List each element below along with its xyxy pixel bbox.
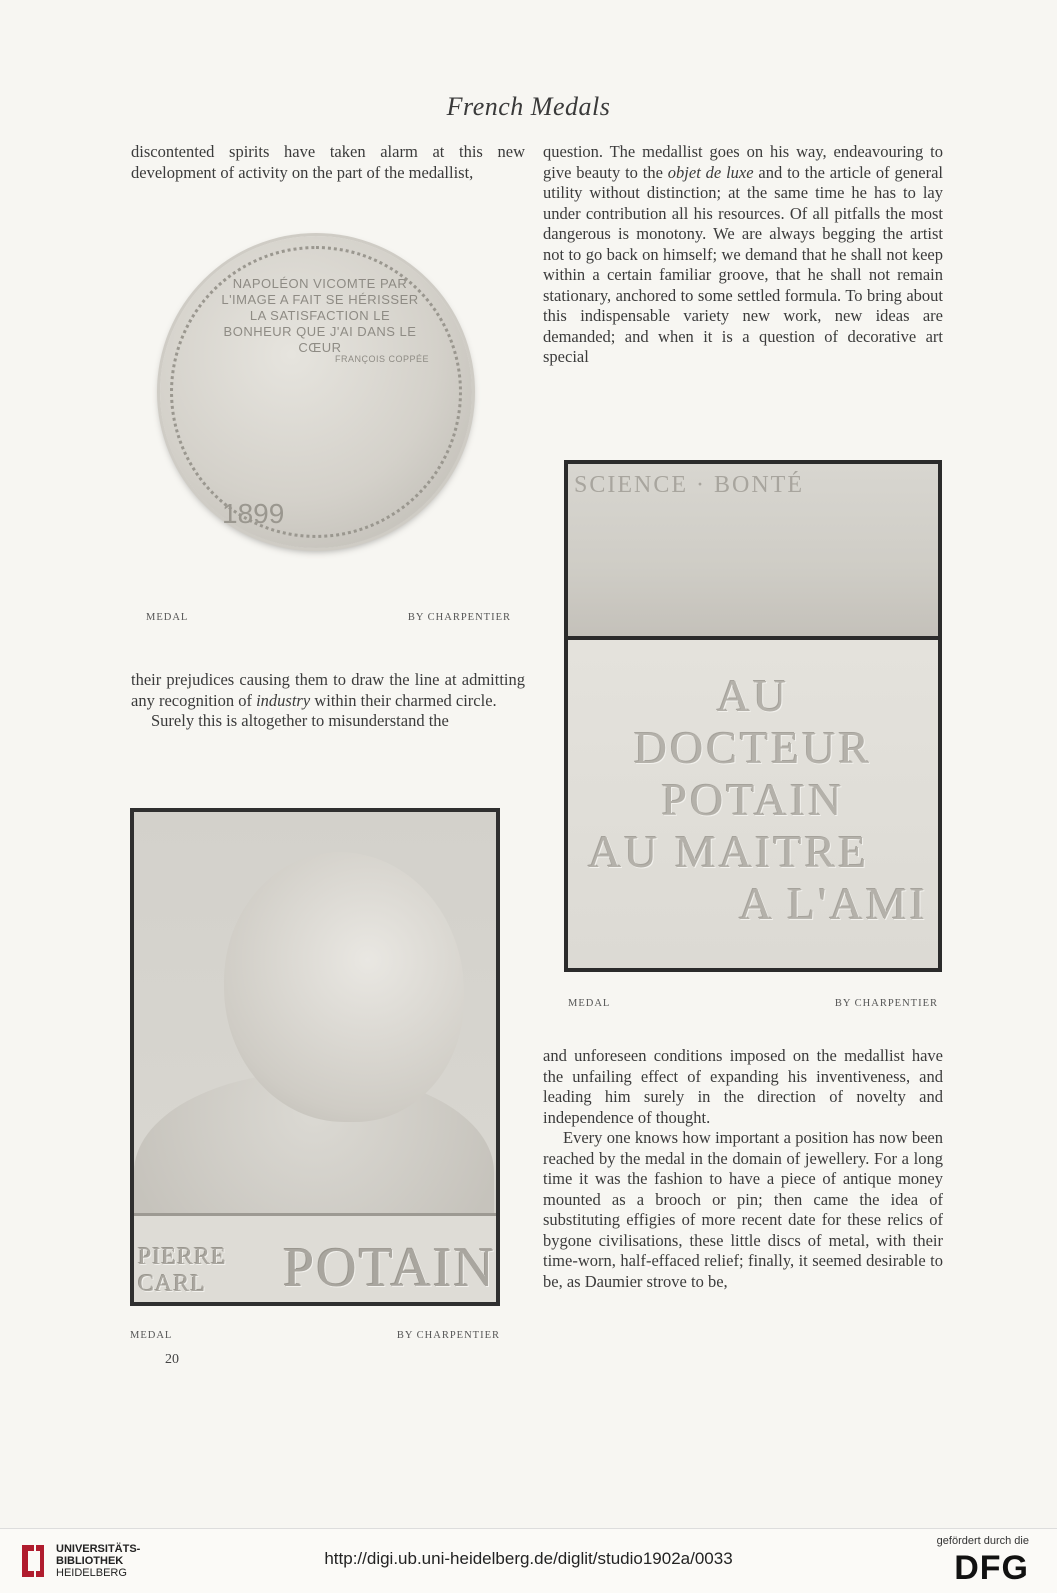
text-run: within their charmed circle. [310, 690, 497, 710]
coin-caption [146, 612, 511, 623]
portrait-caption [130, 1330, 500, 1341]
portrait-medal-image [130, 808, 500, 1306]
paragraph: discontented spirits have taken alarm at this new development of activity on the part of the medallist, [131, 142, 525, 182]
portrait-name-small: PIERRE CARL [138, 1244, 227, 1297]
paragraph: Every one knows how important a position has now been reached by the medal in the domain of jewellery. For a long time it was the fashion to have a piece of antique money mounted as a brooch or pin; then came the idea of substituting effigies of more recent date for these relics of bygone civilisations, these little discs of metal, with their time-worn, half-effaced relief; finally, it seemed desirable to be, as Daumier strove to be, [543, 1128, 943, 1291]
plaque-line: DOCTEUR [633, 722, 873, 773]
library-line: UNIVERSITÄTS- [56, 1543, 141, 1555]
plaque-caption [568, 998, 938, 1009]
coin-year: 1899 [222, 498, 285, 529]
caption-credit: BY CHARPENTIER [407, 612, 511, 623]
plaque-inscription-panel [568, 640, 938, 968]
plaque-line: AU MAITRE [588, 826, 870, 877]
page-number: 20 [165, 1352, 179, 1367]
coin-signature: FRANÇOIS COPPÉE [335, 354, 430, 364]
caption-credit: BY CHARPENTIER [834, 998, 938, 1009]
portrait-relief [134, 812, 496, 1302]
paragraph [131, 670, 525, 711]
right-column-top [543, 142, 943, 368]
left-column-middle [131, 670, 525, 732]
plaque-inscription [568, 670, 938, 930]
plaque-top-inscription: SCIENCE · BONTÉ [574, 472, 804, 498]
plaque-relief-panel [568, 464, 938, 636]
right-column-bottom [543, 1046, 943, 1292]
page-title: French Medals [446, 92, 611, 121]
coin-inscription: NAPOLÉON VICOMTE PAR L'IMAGE A FAIT SE HÉRISSER LA SATISFACTION LE BONHEUR QUE J'AI DANS LE CŒUR [221, 276, 419, 355]
plaque-line: A L'AMI [738, 878, 928, 929]
portrait-name-plate [134, 1213, 496, 1302]
italic-term: industry [256, 690, 311, 710]
text-run: and to the article of general utility without distinction; at the same time he has to lay under contribution all his resources. Of all pitfalls the most dangerous is monotony. We are always begging the artist not to go back on himself; we demand that he shall not keep within a certain familiar groove, that he shall not remain stationary, anchored to some settled formula. To bring about this indispensable variety new work, new ideas are demanded; and when it is a question of decorative art special [543, 162, 944, 366]
caption-title: MEDAL [130, 1330, 173, 1341]
source-url-link[interactable]: http://digi.ub.uni-heidelberg.de/diglit/studio1902a/0033 [324, 1549, 733, 1568]
left-column-top [131, 142, 525, 183]
portrait-name-big: POTAIN [283, 1237, 496, 1299]
paragraph: Surely this is altogether to misunderstand the [151, 711, 449, 730]
library-line: HEIDELBERG [56, 1567, 127, 1579]
text-run: their prejudices causing them to draw the line at admitting any recognition of [131, 670, 525, 710]
text-run: question. The medallist goes on his way, endeavouring to give beauty to the [543, 142, 943, 182]
paragraph [543, 142, 943, 368]
portrait-head [224, 852, 464, 1122]
caption-title: MEDAL [146, 612, 189, 623]
plaque-line: POTAIN [661, 774, 845, 825]
dfg-logo: DFG [954, 1549, 1029, 1587]
coin-medal-image [160, 236, 472, 548]
footer-bar [0, 1528, 1057, 1593]
funding-caption: gefördert durch die [936, 1535, 1029, 1547]
plaque-medal-image [564, 460, 942, 972]
paragraph: and unforeseen conditions imposed on the medallist have the unfailing effect of expanding his inventiveness, and leading him surely in the direction of novelty and independence of thought. [543, 1046, 943, 1127]
caption-credit: BY CHARPENTIER [396, 1330, 500, 1341]
plaque-line: AU [716, 670, 790, 721]
italic-term: objet de luxe [667, 162, 754, 182]
caption-title: MEDAL [568, 998, 611, 1009]
library-line: BIBLIOTHEK [56, 1555, 124, 1567]
